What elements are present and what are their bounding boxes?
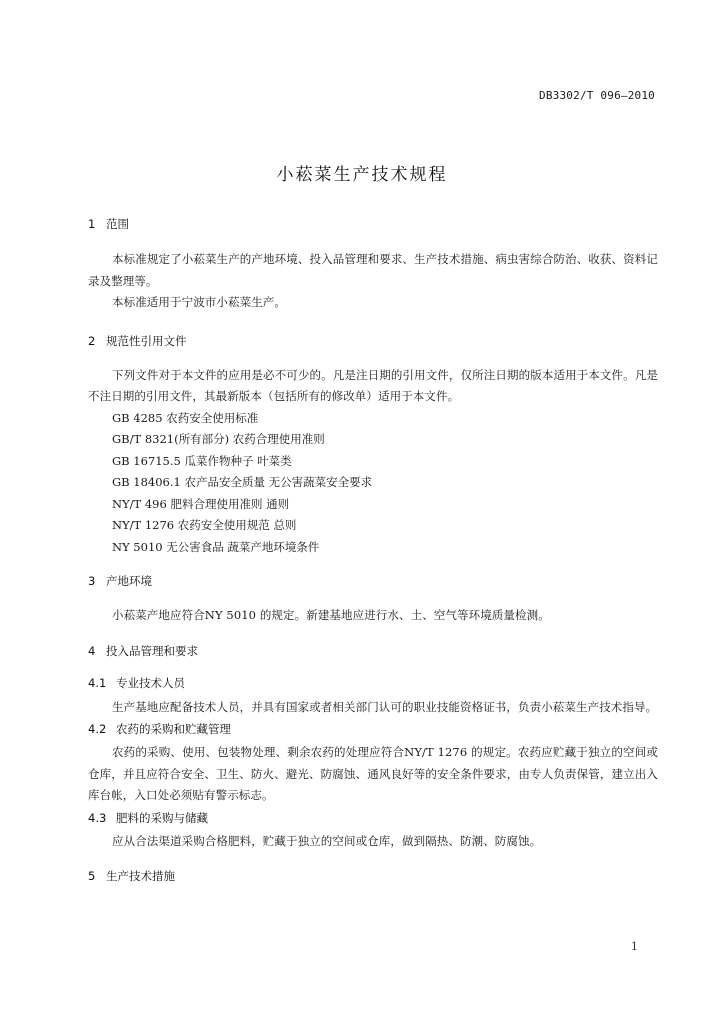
reference-item: GB 18406.1 农产品安全质量 无公害蔬菜安全要求 (112, 475, 373, 489)
paragraph: 本标准规定了小菘菜生产的产地环境、投入品管理和要求、生产技术措施、病虫害综合防治、收获、资料记录及整理等。 (88, 252, 658, 288)
section-heading-scope (88, 216, 658, 232)
section-heading-normative-references (88, 333, 658, 349)
document-title: 小菘菜生产技术规程 (276, 165, 448, 185)
subsection-number: 4.1 (88, 675, 107, 690)
subsection-number: 4.2 (88, 722, 107, 736)
section-title: 规范性引用文件 (106, 333, 187, 348)
section-title: 产地环境 (106, 574, 152, 588)
paragraph: 农药的采购、使用、包装物处理、剩余农药的处理应符合NY/T 1276 的规定。农药应贮藏于独立的空间或仓库，并且应符合安全、卫生、防火、避光、防腐蚀、通风良好等的安全条件要求，由专人负责保管，建立出入库台帐，入口处必须贴有警示标志。 (88, 745, 658, 802)
section-title: 生产技术措施 (106, 869, 175, 883)
subsection-title: 肥料的采购与储藏 (116, 810, 208, 825)
reference-item: GB 16715.5 瓜菜作物种子 叶菜类 (112, 453, 292, 468)
section-number: 3 (88, 574, 96, 588)
subsection-title: 农药的采购和贮藏管理 (116, 722, 231, 736)
paragraph: 本标准适用于宁波市小菘菜生产。 (112, 295, 286, 309)
reference-item: NY 5010 无公害食品 蔬菜产地环境条件 (112, 539, 320, 554)
section-number: 1 (88, 217, 96, 231)
paragraph: 生产基地应配备技术人员，并具有国家或者相关部门认可的职业技能资格证书，负责小菘菜生产技术指导。 (112, 699, 658, 714)
section-title: 范围 (106, 217, 129, 231)
paragraph: 应从合法渠道采购合格肥料，贮藏于独立的空间或仓库，做到隔热、防潮、防腐蚀。 (112, 833, 542, 848)
subsection-heading (88, 675, 658, 691)
section-heading-production (88, 868, 658, 884)
page-number: 1 (631, 940, 638, 953)
subsection-number: 4.3 (88, 810, 107, 825)
reference-item: NY/T 496 肥料合理使用准则 通则 (112, 496, 290, 511)
reference-item: NY/T 1276 农药安全使用规范 总则 (112, 518, 297, 532)
subsection-heading (88, 721, 658, 737)
paragraph: 下列文件对于本文件的应用是必不可少的。凡是注日期的引用文件，仅所注日期的版本适用于本文件。凡是不注日期的引用文件，其最新版本（包括所有的修改单）适用于本文件。 (88, 367, 658, 403)
paragraph: 小菘菜产地应符合NY 5010 的规定。新建基地应进行水、土、空气等环境质量检测。 (112, 608, 550, 622)
reference-item: GB 4285 农药安全使用标准 (112, 410, 259, 425)
subsection-title: 专业技术人员 (116, 675, 185, 690)
subsection-heading (88, 810, 658, 826)
reference-item: GB/T 8321(所有部分) 农药合理使用准则 (112, 432, 325, 446)
section-number: 4 (88, 643, 96, 658)
section-number: 2 (88, 333, 96, 348)
document-code: DB3302/T 096—2010 (539, 89, 655, 102)
section-title: 投入品管理和要求 (106, 643, 198, 658)
document-body (88, 216, 658, 884)
section-heading-environment (88, 573, 658, 589)
section-heading-inputs (88, 643, 658, 659)
section-number: 5 (88, 869, 96, 883)
